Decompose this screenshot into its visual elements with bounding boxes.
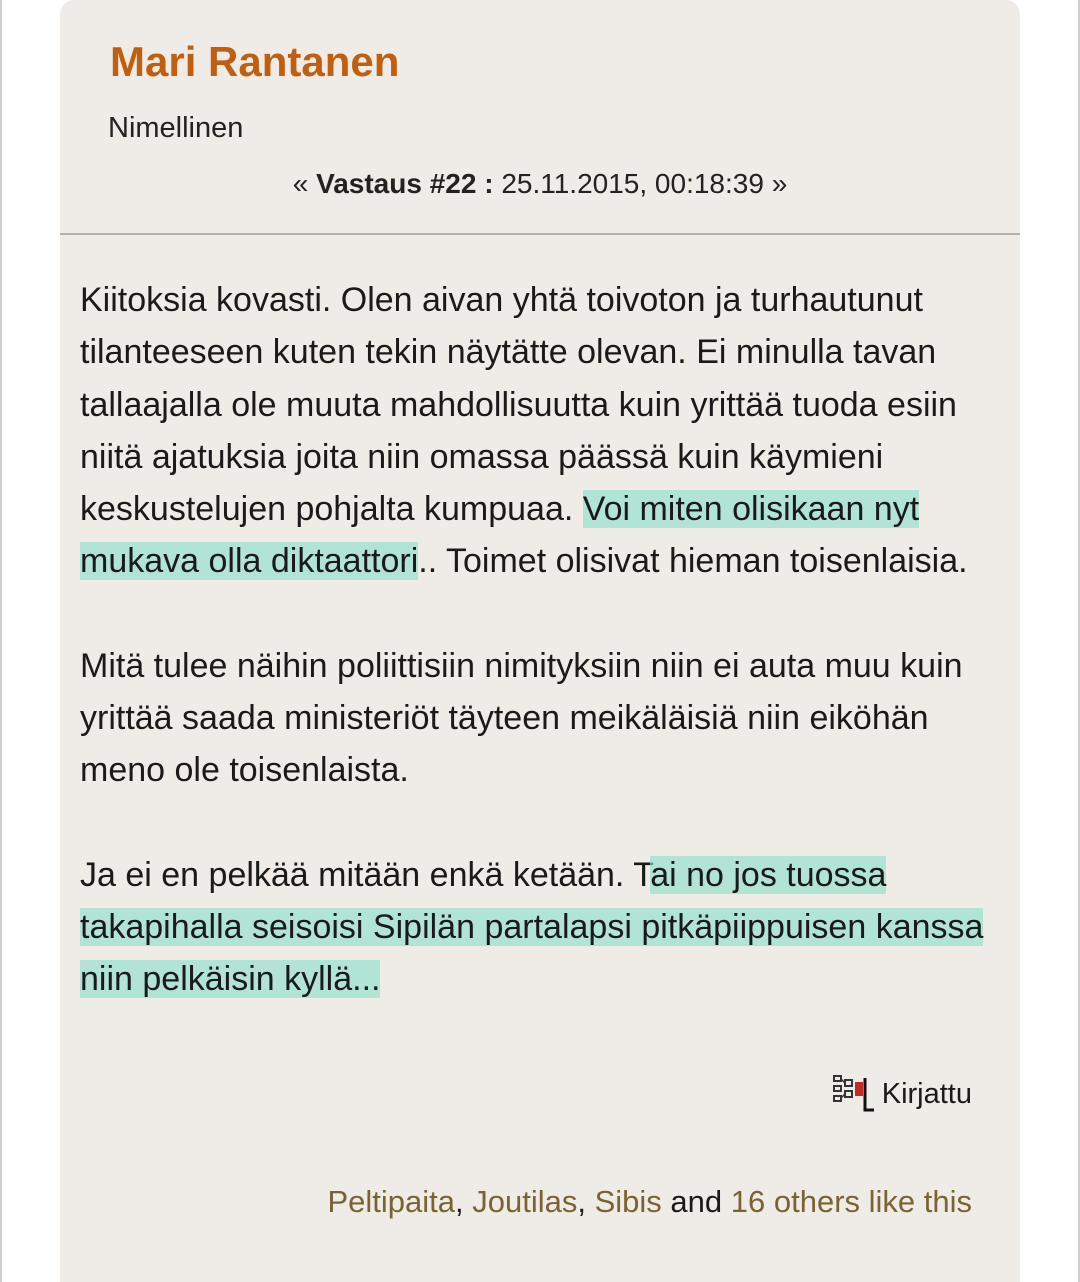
meta-prefix: « <box>292 168 309 199</box>
forum-post-card <box>60 0 1020 1282</box>
likes-separator: , <box>455 1184 473 1219</box>
header-divider <box>60 233 1020 235</box>
post-body <box>80 274 1010 1058</box>
likes-separator: , <box>577 1184 595 1219</box>
paragraph-3-text-a: Ja ei en pelkää mitään enkä ketään. T <box>80 855 651 894</box>
like-user-link[interactable]: Sibis <box>594 1184 662 1219</box>
meta-suffix: » <box>771 168 788 199</box>
paragraph-1-text-a: Kiitoksia kovasti. Olen aivan yhtä toivoton ja turhautunut tilanteeseen kuten tekin näytätte olevan. Ei minulla tavan tallaajalla ole muuta mahdollisuutta kuin yrittää tuoda esiin niitä ajatuksia joita niin omassa päässä kuin käymieni keskustelujen pohjalta kumpuaa. <box>80 281 957 529</box>
post-author-name[interactable]: Mari Rantanen <box>110 38 400 85</box>
post-date: 25.11.2015, 00:18:39 <box>501 168 764 199</box>
post-meta <box>60 168 1020 200</box>
like-user-link[interactable]: Joutilas <box>472 1184 578 1219</box>
author-rank: Nimellinen <box>108 112 244 144</box>
logged-indicator <box>832 1072 972 1116</box>
post-paragraph-2: Mitä tulee näihin poliittisiin nimityksiin niin ei auta muu kuin yrittää saada ministeriöt täyteen meikäläisiä niin eiköhän meno ole toisenlaista. <box>80 646 963 790</box>
logged-label: Kirjattu <box>881 1077 972 1110</box>
highlighted-text-2: ai no jos tuossa takapihalla seisoisi Sipilän partalapsi pitkäpiippuisen kanssa niin pelkäisin kyllä... <box>80 855 984 999</box>
highlighted-text-1: Voi miten olisikaan nyt mukava olla diktaattori <box>80 490 920 581</box>
likes-line <box>328 1184 973 1220</box>
post-paragraph-3 <box>80 849 1010 1006</box>
like-user-link[interactable]: Peltipaita <box>327 1184 456 1219</box>
screen-edge-left <box>0 0 2 1282</box>
likes-and-text: and <box>661 1184 731 1219</box>
reply-number-link[interactable]: Vastaus #22 : <box>316 168 494 199</box>
post-paragraph-1 <box>80 274 1010 588</box>
others-like-link[interactable]: 16 others like this <box>730 1184 972 1219</box>
ip-logged-icon <box>832 1072 876 1116</box>
paragraph-1-text-b: .. Toimet olisivat hieman toisenlaisia. <box>418 542 968 581</box>
